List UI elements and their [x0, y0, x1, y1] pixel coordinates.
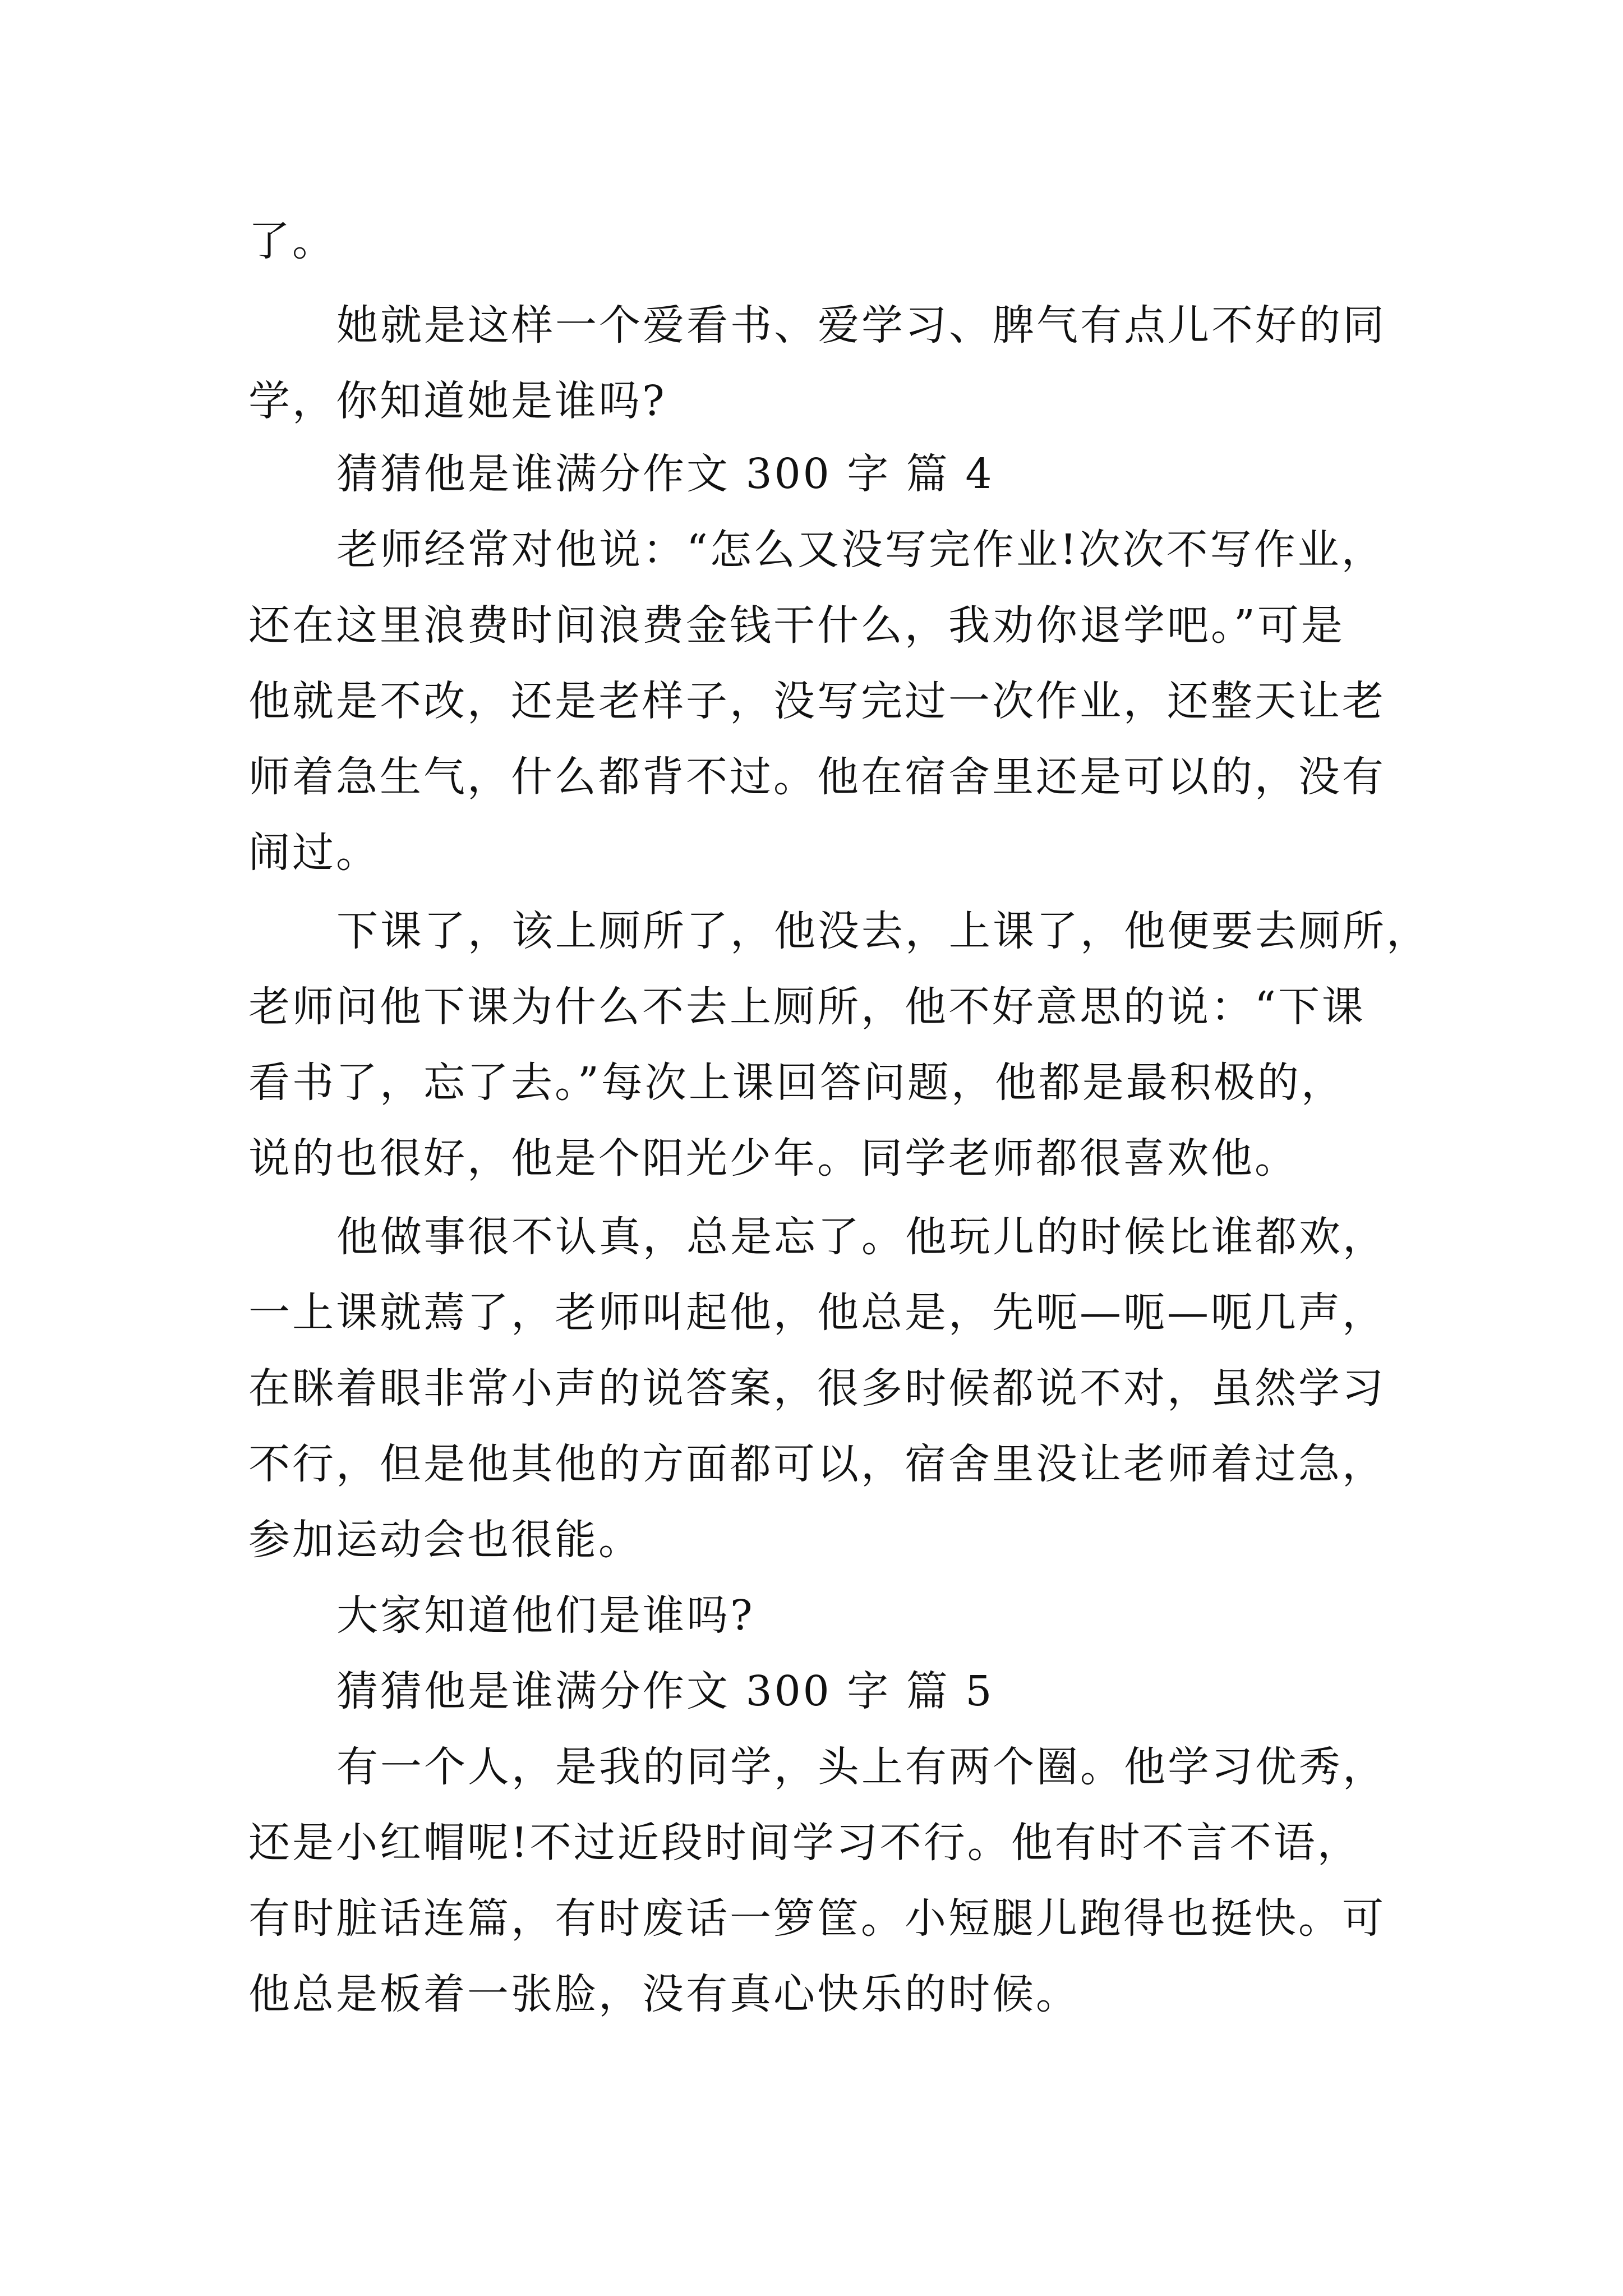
- text-line: 她就是这样一个爱看书、爱学习、脾气有点儿不好的同: [336, 301, 1386, 349]
- text-line: 他做事很不认真，总是忘了。他玩儿的时候比谁都欢，: [336, 1213, 1386, 1261]
- text-line: 大家知道他们是谁吗?: [336, 1591, 755, 1640]
- text-line: 有时脏话连篇，有时废话一箩筐。小短腿儿跑得也挺快。可: [248, 1894, 1386, 1943]
- text-line: 参加运动会也很能。: [248, 1516, 642, 1564]
- text-line: 有一个人，是我的同学，头上有两个圈。他学习优秀，: [336, 1743, 1386, 1791]
- text-line: 学，你知道她是谁吗?: [248, 377, 667, 425]
- text-line: 一上课就蔫了，老师叫起他，他总是，先呃—呃—呃几声，: [248, 1289, 1386, 1337]
- text-line: 看书了，忘了去。”每次上课回答问题，他都是最积极的，: [248, 1059, 1345, 1107]
- text-line: 闹过。: [248, 829, 380, 877]
- section-heading: 猜猜他是谁满分作文 300 字 篇 4: [336, 450, 994, 498]
- text-line: 了。: [248, 217, 336, 265]
- text-line: 老师经常对他说：“怎么又没写完作业!次次不写作业，: [336, 526, 1385, 574]
- text-line: 师着急生气，什么都背不过。他在宿舍里还是可以的，没有: [248, 753, 1386, 801]
- text-line: 他就是不改，还是老样子，没写完过一次作业，还整天让老: [248, 677, 1386, 725]
- text-line: 他总是板着一张脸，没有真心快乐的时候。: [248, 1970, 1080, 2018]
- text-line: 在眯着眼非常小声的说答案，很多时候都说不对，虽然学习: [248, 1364, 1386, 1412]
- text-line: 说的也很好，他是个阳光少年。同学老师都很喜欢他。: [248, 1134, 1298, 1182]
- section-heading: 猜猜他是谁满分作文 300 字 篇 5: [336, 1667, 994, 1715]
- text-line: 还在这里浪费时间浪费金钱干什么，我劝你退学吧。”可是: [248, 601, 1345, 650]
- text-line: 不行，但是他其他的方面都可以，宿舍里没让老师着过急，: [248, 1440, 1386, 1488]
- text-line: 老师问他下课为什么不去上厕所，他不好意思的说：“下课: [248, 983, 1366, 1031]
- text-line: 下课了，该上厕所了，他没去，上课了，他便要去厕所，: [336, 907, 1430, 955]
- text-line: 还是小红帽呢!不过近段时间学习不行。他有时不言不语，: [248, 1819, 1361, 1867]
